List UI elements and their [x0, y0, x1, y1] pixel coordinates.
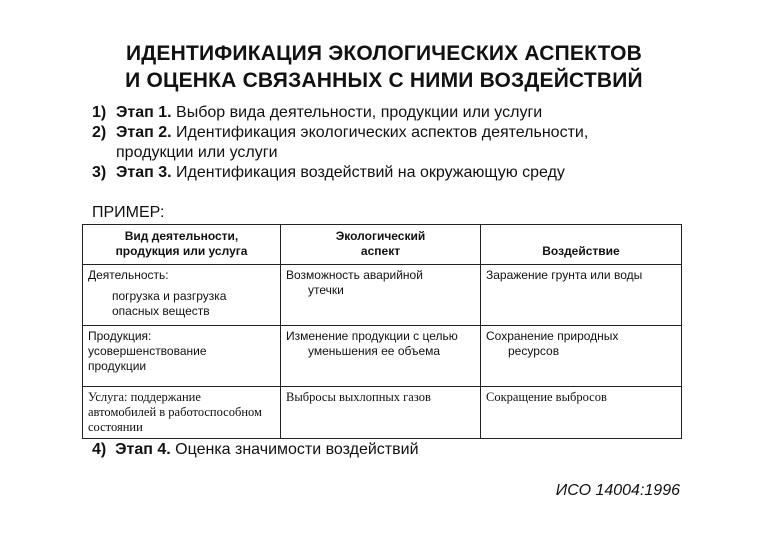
step-3-number: 3): [92, 164, 107, 181]
page-title: [0, 40, 768, 94]
row-2-product: [83, 326, 281, 387]
header-activity: [83, 225, 281, 265]
step-4-number: 4): [92, 441, 107, 458]
row-3-impact: [481, 387, 682, 439]
header-impact: [481, 225, 682, 265]
row-1-aspect-line-2: утечки: [308, 283, 344, 297]
step-2-number: 2): [92, 124, 107, 141]
step-2-text: Идентификация экологических аспектов деятельности,: [171, 124, 589, 141]
row-2-aspect: [281, 326, 481, 387]
step-1-number: 1): [92, 104, 107, 121]
row-2-product-line-1: Продукция:: [88, 329, 152, 343]
example-label: ПРИМЕР:: [92, 204, 165, 221]
table-row: [83, 387, 682, 439]
row-1-activity-main: Деятельность:: [88, 268, 169, 282]
row-1-impact-line-1: Заражение грунта или воды: [486, 268, 643, 282]
row-3-aspect: [281, 387, 481, 439]
row-1-activity-sub-2: опасных веществ: [112, 304, 210, 318]
step-1-label: Этап 1.: [116, 104, 172, 121]
step-3-text: Идентификация воздействий на окружающую среду: [171, 164, 565, 181]
step-1: [92, 103, 588, 123]
step-2: [92, 123, 588, 163]
row-1-activity-sub-1: погрузка и разгрузка: [112, 289, 227, 303]
header-impact-text: Воздействие: [542, 244, 620, 258]
header-activity-line-1: Вид деятельности,: [124, 229, 239, 243]
table-row: [83, 326, 682, 387]
step-4-label: Этап 4.: [115, 441, 171, 458]
row-2-product-line-3: продукции: [88, 359, 147, 373]
steps-list: [92, 103, 588, 183]
step-2-continuation: продукции или услуги: [116, 144, 278, 161]
row-2-impact-line-2: ресурсов: [508, 344, 560, 358]
step-4-text: Оценка значимости воздействий: [170, 441, 419, 458]
row-3-impact-text: Сокращение выбросов: [486, 390, 607, 404]
example-table: [82, 224, 682, 439]
header-aspect: [281, 225, 481, 265]
row-1-impact: [481, 265, 682, 326]
table-header-row: [83, 225, 682, 265]
row-1-activity: [83, 265, 281, 326]
title-line-2: И ОЦЕНКА СВЯЗАННЫХ С НИМИ ВОЗДЕЙСТВИЙ: [125, 69, 643, 92]
header-aspect-line-2: аспект: [360, 244, 401, 258]
header-aspect-line-1: Экологический: [335, 229, 426, 243]
step-2-label: Этап 2.: [116, 124, 172, 141]
row-2-aspect-line-2: уменьшения ее объема: [308, 344, 441, 358]
row-2-impact: [481, 326, 682, 387]
step-3: [92, 163, 588, 183]
row-1-aspect: [281, 265, 481, 326]
row-2-impact-line-1: Сохранение природных: [486, 329, 619, 343]
step-4: [92, 441, 419, 459]
header-activity-line-2: продукция или услуга: [115, 244, 248, 258]
row-3-service: [83, 387, 281, 439]
row-2-aspect-line-1: Изменение продукции с целью: [286, 329, 458, 343]
title-line-1: ИДЕНТИФИКАЦИЯ ЭКОЛОГИЧЕСКИХ АСПЕКТОВ: [125, 42, 643, 65]
row-3-aspect-text: Выбросы выхлопных газов: [286, 390, 431, 404]
standard-reference: ИСО 14004:1996: [555, 482, 680, 499]
row-3-service-line-2: автомобилей в работоспособном: [88, 405, 262, 419]
table-row: [83, 265, 682, 326]
row-3-service-line-3: состоянии: [88, 420, 143, 434]
row-1-aspect-line-1: Возможность аварийной: [286, 268, 423, 282]
step-1-text: Выбор вида деятельности, продукции или услуги: [171, 104, 543, 121]
row-3-service-line-1: Услуга: поддержание: [88, 390, 201, 404]
row-2-product-line-2: усовершенствование: [88, 344, 207, 358]
step-3-label: Этап 3.: [116, 164, 172, 181]
